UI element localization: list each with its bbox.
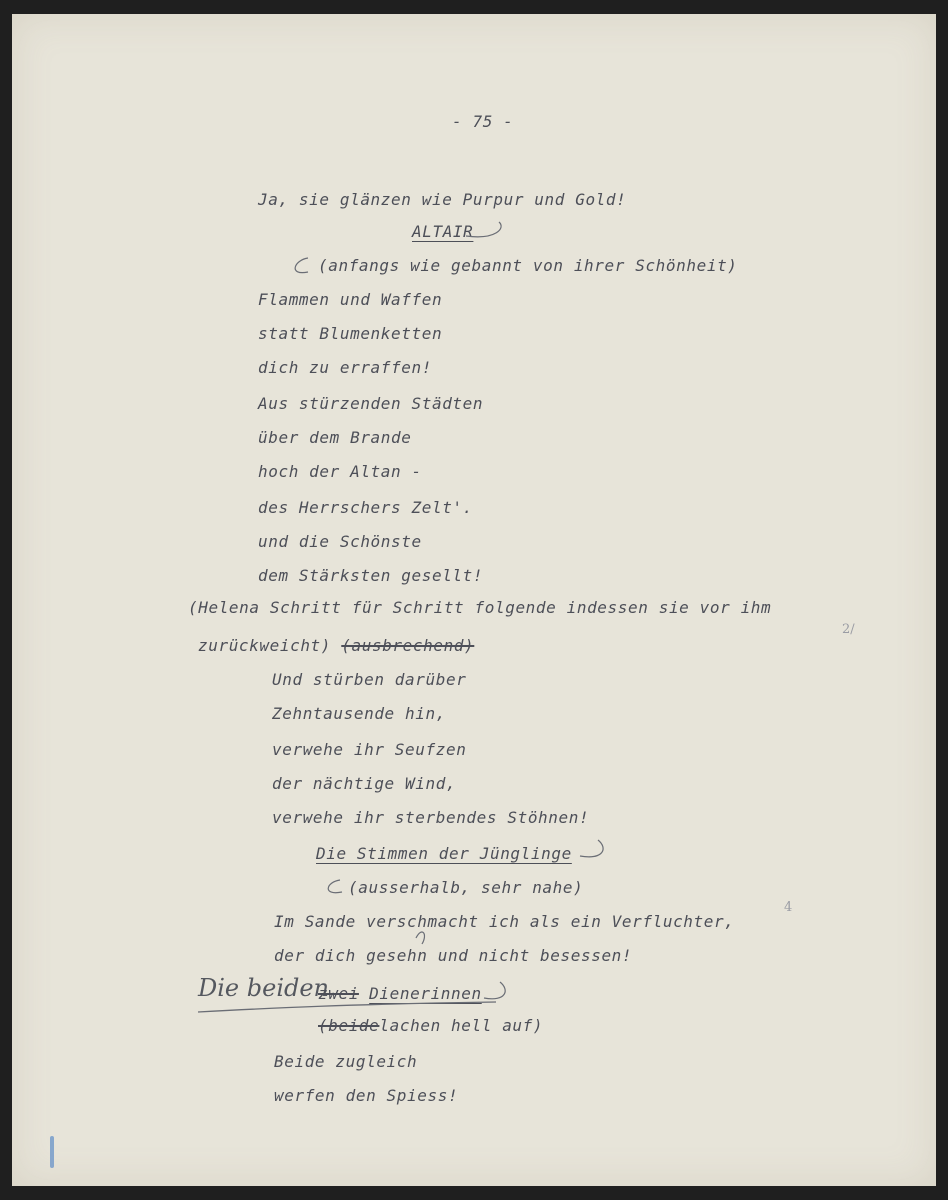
verse-line-6: hoch der Altan - [258, 462, 422, 481]
stage-direction-voices: (ausserhalb, sehr nahe) [348, 878, 584, 897]
verse-line-w4: der nächtige Wind, [272, 774, 457, 793]
pencil-curl-voices [580, 840, 603, 857]
verse-line-9: dem Stärksten gesellt! [258, 566, 484, 585]
pencil-curl-direction [295, 258, 308, 273]
verse-line-8: und die Schönste [258, 532, 422, 551]
margin-pencil-mark-2: 4 [784, 900, 793, 915]
margin-pencil-mark-1: 2/ [842, 622, 855, 637]
pencil-curl-servants [484, 982, 505, 999]
verse-line-w5: verwehe ihr sterbendes Stöhnen! [272, 808, 590, 827]
verse-line-x1: Im Sande verschmacht ich als ein Verfluchter, [274, 912, 735, 931]
verse-line-2: statt Blumenketten [258, 324, 443, 343]
bleed-through-ghost [0, 194, 581, 789]
speaker-die-stimmen: Die Stimmen der Jünglinge [316, 844, 572, 863]
verse-line-w3: verwehe ihr Seufzen [272, 740, 467, 759]
verse-line-5: über dem Brande [258, 428, 412, 447]
stage-direction-dienerinnen-text: lachen hell auf) [379, 1016, 544, 1035]
blue-edge-mark [50, 1136, 54, 1168]
pencil-insert-h [416, 932, 424, 944]
verse-line-y1: Beide zugleich [274, 1052, 418, 1071]
stage-direction-helena-2 [198, 636, 474, 656]
stage-direction-altair: (anfangs wie gebannt von ihrer Schönheit) [318, 256, 738, 275]
stage-direction-helena-2-text: zurückweicht) [198, 636, 332, 655]
pencil-curl-voices-direction [328, 880, 342, 893]
verse-line-3: dich zu erraffen! [258, 358, 432, 377]
verse-line-x2: der dich gesehn und nicht besessen! [274, 946, 633, 965]
stage-direction-helena-1: (Helena Schritt für Schritt folgende indessen sie vor ihm [188, 598, 772, 617]
speaker-altair: ALTAIR [412, 222, 474, 241]
verse-line-w1: Und stürben darüber [272, 670, 467, 689]
line-ja-sie-glaenzen: Ja, sie glänzen wie Purpur und Gold! [258, 190, 627, 209]
struck-zwei: zwei [318, 984, 359, 1003]
verse-line-w2: Zehntausende hin, [272, 704, 446, 723]
typescript-page [12, 14, 936, 1186]
struck-beide: (beide [318, 1016, 380, 1035]
handwritten-die-beiden: Die beiden [198, 974, 330, 1002]
struck-ausbrechend: (ausbrechend) [341, 636, 475, 655]
speaker-dienerinnen-name: Dienerinnen [369, 984, 482, 1003]
verse-line-1: Flammen und Waffen [258, 290, 443, 309]
verse-line-4: Aus stürzenden Städten [258, 394, 484, 413]
verse-line-7: des Herrschers Zelt'. [258, 498, 473, 517]
page-number: - 75 - [452, 112, 514, 131]
stage-direction-dienerinnen [318, 1016, 543, 1036]
speaker-dienerinnen [318, 984, 482, 1004]
verse-line-y2: werfen den Spiess! [274, 1086, 459, 1105]
